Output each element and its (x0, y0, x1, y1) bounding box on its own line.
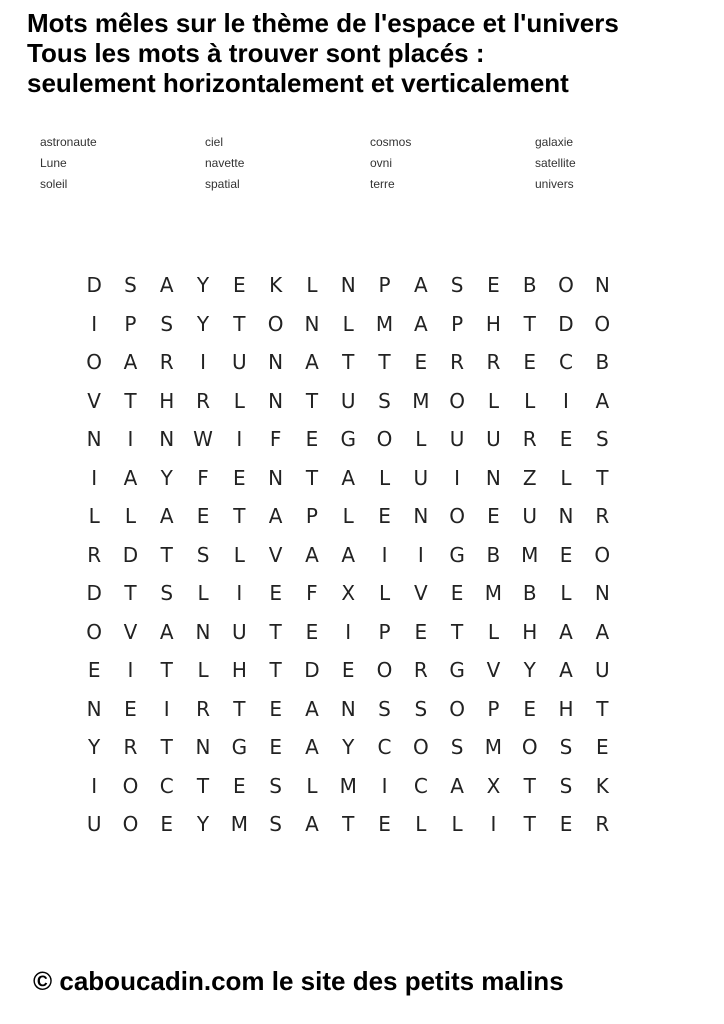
grid-letter: A (305, 542, 319, 567)
grid-letter: A (305, 350, 319, 374)
grid-letter: U (86, 812, 102, 836)
grid-letter: S (160, 311, 174, 336)
grid-letter: S (450, 735, 464, 759)
grid-letter: B (486, 542, 501, 567)
grid-letter: V (123, 619, 138, 644)
grid-letter: M (230, 812, 248, 836)
grid-letter: I (163, 696, 170, 721)
grid-letter: L (88, 504, 100, 528)
grid-letter: L (342, 311, 354, 336)
grid-letter: T (124, 388, 137, 413)
grid-letter: N (195, 735, 211, 759)
grid-letter: O (449, 388, 465, 413)
grid-letter: P (451, 311, 464, 336)
grid-letter: G (449, 542, 465, 567)
grid-letter: E (269, 581, 282, 605)
grid-letter: E (160, 812, 174, 836)
grid-letter: E (233, 773, 246, 798)
grid-letter: L (233, 542, 245, 567)
grid-letter: G (231, 735, 248, 759)
grid-letter: E (414, 619, 428, 644)
grid-letter: K (595, 773, 609, 798)
grid-letter: S (196, 542, 210, 567)
grid-letter: E (487, 504, 500, 528)
grid-letter: I (91, 465, 98, 490)
grid-letter: T (160, 735, 173, 759)
grid-letter: E (559, 542, 573, 567)
grid-letter: A (341, 465, 356, 490)
grid-letter: T (342, 812, 355, 836)
grid-letter: A (559, 619, 573, 644)
grid-letter: D (304, 658, 320, 682)
word-list-item: spatial (205, 177, 240, 191)
grid-letter: N (304, 311, 320, 336)
grid-letter: I (91, 311, 98, 336)
grid-letter: S (378, 696, 391, 721)
grid-letter: I (91, 773, 98, 798)
grid-letter: S (559, 773, 573, 798)
grid-letter: L (124, 504, 137, 528)
grid-letter: O (558, 273, 574, 297)
grid-letter: T (342, 350, 355, 374)
grid-letter: U (232, 350, 247, 374)
grid-letter: L (378, 465, 391, 490)
grid-letter: T (196, 773, 210, 798)
grid-letter: V (87, 388, 101, 413)
word-list-item: cosmos (370, 135, 412, 149)
grid-letter: C (159, 773, 174, 798)
grid-letter: L (487, 388, 499, 413)
grid-letter: V (268, 542, 283, 567)
grid-letter: N (268, 465, 284, 490)
grid-letter: U (232, 619, 247, 644)
word-list-item: ovni (370, 156, 393, 170)
grid-letter: A (268, 504, 283, 528)
grid-letter: E (523, 696, 537, 721)
grid-letter: E (559, 427, 573, 451)
grid-letter: E (87, 658, 101, 682)
grid-letter: A (413, 273, 428, 297)
grid-letter: P (378, 273, 391, 297)
grid-letter: A (305, 812, 319, 836)
grid-letter: E (341, 658, 355, 682)
grid-letter: I (381, 773, 388, 798)
instructions-line-2: seulement horizontalement et verticalement (27, 68, 569, 98)
grid-letter: N (413, 504, 429, 528)
grid-letter: B (522, 273, 537, 297)
grid-letter: T (305, 465, 319, 490)
grid-letter: L (487, 619, 499, 644)
grid-letter: I (127, 658, 134, 682)
grid-letter: E (233, 273, 246, 297)
grid-letter: E (559, 812, 573, 836)
grid-letter: O (86, 350, 103, 374)
grid-letter: R (159, 350, 174, 374)
grid-letter: S (378, 388, 391, 413)
grid-letter: A (595, 388, 610, 413)
grid-letter: U (449, 427, 465, 451)
grid-letter: A (450, 773, 464, 798)
grid-letter: X (486, 773, 501, 798)
grid-letter: H (231, 658, 247, 682)
grid-letter: R (450, 350, 465, 374)
grid-letter: Y (88, 735, 101, 759)
grid-letter: T (124, 581, 137, 605)
grid-letter: I (490, 812, 497, 836)
grid-letter: L (560, 581, 572, 605)
grid-letter: N (268, 388, 284, 413)
grid-letter: A (341, 542, 356, 567)
grid-letter: Y (523, 658, 536, 682)
grid-letter: N (268, 350, 284, 374)
grid-letter: A (559, 658, 573, 682)
grid-letter: L (306, 273, 318, 297)
grid-letter: O (86, 619, 103, 644)
grid-letter: A (159, 504, 174, 528)
grid-letter: U (486, 427, 501, 451)
grid-letter: P (124, 311, 137, 336)
grid-letter: D (86, 581, 102, 605)
grid-letter: E (269, 696, 282, 721)
grid-letter: E (196, 504, 210, 528)
grid-letter: M (412, 388, 430, 413)
grid-letter: T (269, 658, 282, 682)
grid-letter: A (123, 465, 138, 490)
grid-letter: H (485, 311, 501, 336)
grid-letter: T (233, 504, 246, 528)
grid-letter: M (521, 542, 539, 567)
grid-letter: H (558, 696, 574, 721)
grid-letter: S (269, 773, 282, 798)
grid-letter: A (595, 619, 610, 644)
grid-letter: O (267, 311, 284, 336)
grid-letter: N (159, 427, 175, 451)
grid-letter: S (595, 427, 609, 451)
word-list-item: navette (205, 156, 245, 170)
word-list-item: astronaute (40, 135, 97, 149)
grid-letter: T (523, 311, 536, 336)
grid-letter: N (195, 619, 211, 644)
grid-letter: T (451, 619, 464, 644)
grid-letter: K (269, 273, 283, 297)
grid-letter: F (269, 427, 282, 451)
grid-letter: L (378, 581, 391, 605)
grid-letter: L (342, 504, 354, 528)
grid-letter: I (127, 427, 134, 451)
grid-letter: R (123, 735, 138, 759)
grid-letter: R (196, 696, 210, 721)
grid-letter: I (454, 465, 461, 490)
grid-letter: T (305, 388, 319, 413)
grid-letter: A (413, 311, 428, 336)
grid-letter: I (236, 581, 243, 605)
grid-letter: R (196, 388, 210, 413)
grid-letter: T (523, 773, 536, 798)
grid-letter: B (595, 350, 610, 374)
grid-letter: R (595, 504, 610, 528)
grid-letter: D (122, 542, 139, 567)
grid-letter: N (340, 273, 356, 297)
grid-letter: T (596, 696, 609, 721)
grid-letter: Y (196, 812, 210, 836)
grid-letter: L (197, 658, 209, 682)
grid-letter: I (563, 388, 569, 413)
word-list (40, 132, 700, 195)
grid-letter: H (522, 619, 538, 644)
word-list-item: ciel (205, 135, 224, 149)
grid-letter: T (233, 696, 246, 721)
grid-letter: L (415, 812, 427, 836)
grid-letter: O (449, 504, 465, 528)
grid-letter: L (197, 581, 209, 605)
page-title: Mots mêles sur le thème de l'espace et l'univers (27, 8, 619, 38)
grid-letter: E (124, 696, 137, 721)
grid-letter: E (523, 350, 537, 374)
grid-letter: S (559, 735, 573, 759)
grid-letter: G (340, 427, 356, 451)
grid-letter: Y (196, 311, 210, 336)
grid-letter: P (487, 696, 500, 721)
grid-letter: S (450, 273, 464, 297)
grid-letter: O (594, 311, 611, 336)
word-list-item: Lune (40, 156, 67, 170)
page-header (27, 8, 717, 98)
grid-letter: N (558, 504, 574, 528)
grid-letter: T (269, 619, 282, 644)
word-list-item: satellite (535, 156, 576, 170)
grid-letter: L (233, 388, 245, 413)
grid-letter: M (484, 735, 503, 759)
grid-letter: P (305, 504, 318, 528)
grid-letter: I (381, 542, 388, 567)
instructions-line-1: Tous les mots à trouver sont placés : (27, 38, 485, 68)
grid-letter: O (122, 812, 139, 836)
grid-letter: W (193, 427, 213, 451)
grid-letter: N (340, 696, 356, 721)
grid-letter: U (594, 658, 610, 682)
grid-letter: N (86, 427, 102, 451)
grid-letter: D (558, 311, 574, 336)
grid-letter: X (341, 581, 356, 605)
grid-letter: E (233, 465, 246, 490)
grid-letter: E (269, 735, 282, 759)
grid-letter: V (413, 581, 428, 605)
grid-letter: L (415, 427, 427, 451)
grid-letter: R (486, 350, 501, 374)
grid-letter: M (484, 581, 503, 605)
grid-letter: R (522, 427, 537, 451)
grid-letter: E (595, 735, 609, 759)
grid-letter: E (378, 504, 391, 528)
grid-letter: R (413, 658, 428, 682)
grid-letter: Z (522, 465, 537, 490)
grid-letter: G (449, 658, 465, 682)
grid-letter: E (378, 812, 391, 836)
grid-letter: O (376, 658, 393, 682)
grid-letter: P (378, 619, 391, 644)
grid-letter: L (524, 388, 536, 413)
grid-letter: L (560, 465, 572, 490)
word-list-item: galaxie (535, 135, 574, 149)
grid-letter: O (594, 542, 611, 567)
grid-letter: Y (196, 273, 210, 297)
grid-letter: E (450, 581, 464, 605)
grid-letter: E (305, 427, 319, 451)
grid-letter: N (86, 696, 102, 721)
grid-letter: O (122, 773, 139, 798)
grid-letter: L (451, 812, 463, 836)
grid-letter: I (200, 350, 206, 374)
grid-letter: A (305, 735, 319, 759)
grid-letter: T (523, 812, 536, 836)
grid-letter: O (521, 735, 538, 759)
grid-letter: I (417, 542, 424, 567)
grid-letter: N (594, 581, 610, 605)
grid-letter: U (340, 388, 356, 413)
grid-letter: F (197, 465, 209, 490)
grid-letter: L (306, 773, 318, 798)
grid-letter: O (412, 735, 429, 759)
word-list-item: soleil (40, 177, 68, 191)
word-list-item: terre (370, 177, 395, 191)
grid-letter: I (236, 427, 243, 451)
grid-letter: A (123, 350, 138, 374)
grid-letter: H (159, 388, 175, 413)
footer-credit: © caboucadin.com le site des petits malins (33, 966, 564, 996)
grid-letter: A (159, 273, 174, 297)
grid-letter: S (124, 273, 137, 297)
grid-letter: M (339, 773, 357, 798)
grid-letter: N (594, 273, 610, 297)
grid-letter: I (345, 619, 352, 644)
grid-letter: T (378, 350, 391, 374)
grid-letter: S (414, 696, 428, 721)
grid-letter: E (487, 273, 500, 297)
word-list-item: univers (535, 177, 574, 191)
grid-letter: T (160, 658, 173, 682)
letter-grid (76, 266, 620, 844)
grid-letter: O (376, 427, 393, 451)
grid-letter: O (449, 696, 465, 721)
grid-letter: R (595, 812, 610, 836)
grid-letter: Y (160, 465, 173, 490)
grid-letter: M (375, 311, 394, 336)
grid-letter: C (559, 350, 573, 374)
grid-letter: U (522, 504, 538, 528)
grid-letter: S (269, 812, 282, 836)
grid-letter: D (86, 273, 102, 297)
grid-letter: R (87, 542, 102, 567)
grid-letter: T (596, 465, 609, 490)
grid-letter: A (305, 696, 319, 721)
grid-letter: T (160, 542, 173, 567)
grid-letter: A (159, 619, 174, 644)
grid-letter: C (413, 773, 428, 798)
grid-letter: U (413, 465, 429, 490)
grid-letter: N (485, 465, 501, 490)
grid-letter: Y (342, 735, 355, 759)
grid-letter: F (306, 581, 318, 605)
grid-letter: E (305, 619, 319, 644)
grid-letter: E (414, 350, 428, 374)
grid-letter: V (486, 658, 501, 682)
grid-letter: C (377, 735, 392, 759)
grid-letter: T (233, 311, 246, 336)
grid-letter: B (522, 581, 537, 605)
grid-letter: S (160, 581, 174, 605)
